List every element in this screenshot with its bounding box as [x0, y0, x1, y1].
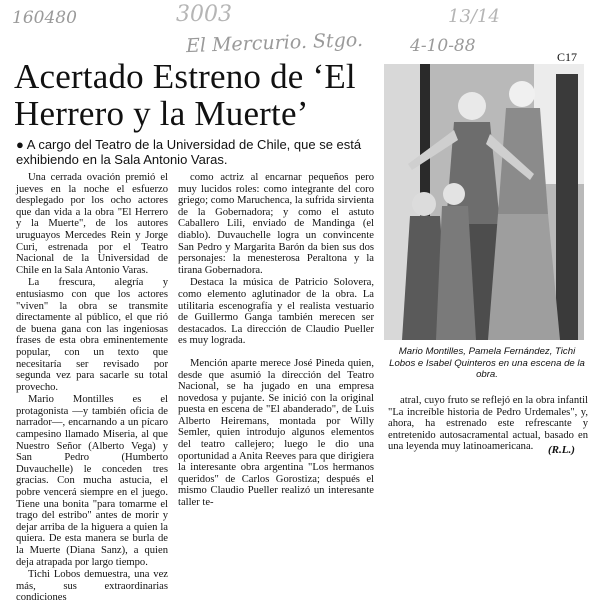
handwritten-code: 3003 [176, 2, 232, 27]
paragraph: Tichi Lobos demuestra, una vez más, sus extraordinarias condiciones [16, 569, 168, 604]
article-column-1 [16, 172, 168, 605]
article-headline: Acertado Estreno de ‘El Herrero y la Muerte’ [14, 57, 356, 133]
page-number: C17 [557, 50, 578, 64]
paragraph: La frescura, alegría y entusiasmo con que los actores "viven" la obra se transmite directamente al público, el que rió de buena gana con las ingeniosas frases de esta obra eminentemente popular, con un texto que necesitaría ser revisado por segunda vez para sacarle su total provecho. [16, 277, 168, 393]
handwritten-mark: 13/14 [448, 6, 500, 27]
paragraph: Una cerrada ovación premió el jueves en la noche el esfuerzo desplegado por los ocho actores que dan vida a la obra "El Herrero y la Muerte", de los autores uruguayos Mercedes Rein y Jorge Curi, estrenada por el Teatro Nacional de la Universidad de Chile en la Sala Antonio Varas. [16, 172, 168, 276]
paragraph: como actriz al encarnar pequeños pero muy lucidos roles: como integrante del coro griego; como Maruchenca, la sufrida sirvienta de la Gobernadora; y como el astuto Caballero Lili, enviado de Mandinga (el diablo). Duvauchelle logra un convincente San Pedro y Margarita Barón da bien sus dos personajes: la menesterosa Peraltona y la tirana Gobernadora. [178, 172, 374, 276]
photo-caption: Mario Montilles, Pamela Fernández, Tichi Lobos e Isabel Quinteros en una escena de la obra. [389, 346, 585, 380]
article-subheadline [16, 137, 378, 167]
paragraph: atral, cuyo fruto se reflejó en la obra infantil "La increíble historia de Pedro Urdemales", y, ahora, ha estrenado este refrescante y entretenido autosacramental actual, basado en una leyenda muy latinoamericana. [388, 395, 588, 453]
author-byline: (R.L.) [548, 444, 575, 456]
handwritten-date: 4-10-88 [410, 36, 476, 56]
bullet-icon: ● [16, 137, 24, 152]
stage-photo-illustration [384, 64, 584, 340]
paragraph: Mario Montilles es el protagonista —y también oficia de narrador—, encarnando a un pícaro campesino llamado Miseria, al que Nuestro Señor (Alberto Vega) y San Pedro (Humberto Duvauchelle) le conceden tres gracias. Con mucha astucia, el pobre vencerá siempre en el juego. Tiene una bonita "para tomarme el trago del estribo" antes de morir y dejar arriba de la higuera a quien la quiera. De esta manera se burla de la Muerte (Diana Sanz), a quien deja atrapada por largo tiempo. [16, 394, 168, 568]
paragraph: Mención aparte merece José Pineda quien, desde que asumió la dirección del Teatro Nacional, se ha jugado en una empresa novedosa y pujante. Se inició con la original puesta en escena de "El abanderado", de Luis Alberto Heiremans, montada por Willy Semler, quien introdujo algunos elementos del teatro callejero; luego le dio una oportunidad a Anita Reeves para que dirigiera la interesante obra argentina "Los hermanos queridos" de Carlos Gorostiza; después el mismo Claudio Pueller realizó un interesante taller te- [178, 357, 374, 509]
paragraph-gap [178, 348, 374, 358]
stage-photo [384, 64, 584, 340]
subheadline-text: A cargo del Teatro de la Universidad de Chile, que se está exhibiendo en la Sala Antonio Varas. [16, 137, 362, 167]
paragraph: Destaca la música de Patricio Solovera, como elemento aglutinador de la obra. La utilitaria escenografía y el realista vestuario de Guillermo Ganga también merecen ser destacados. La dirección de Claudio Pueller es muy lograda. [178, 277, 374, 347]
handwritten-source: El Mercurio. Stgo. [185, 28, 364, 58]
article-column-2 [178, 172, 374, 510]
handwritten-archive-number: 160480 [12, 8, 77, 28]
